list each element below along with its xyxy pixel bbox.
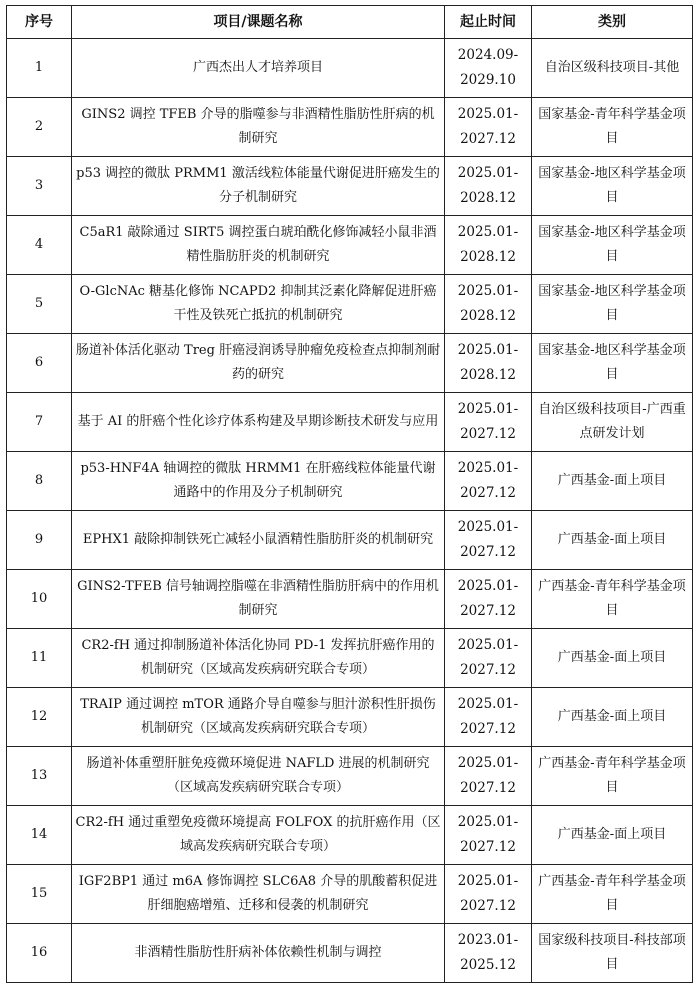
table-row [7,747,693,806]
period-start: 2024.09- [457,47,519,63]
period-end: 2027.12 [460,662,516,678]
project-period [445,806,532,865]
period-end: 2027.12 [460,485,516,501]
project-category: 广西基金-青年科学基金项目 [532,747,693,806]
table-row [7,806,693,865]
project-category: 广西基金-青年科学基金项目 [532,865,693,924]
period-start: 2025.01- [457,342,519,358]
header-row [7,6,693,39]
period-start: 2025.01- [457,755,519,771]
row-number: 9 [7,511,72,570]
project-category: 国家级科技项目-科技部项目 [532,924,693,983]
project-title: CR2-fH 通过重塑免疫微环境提高 FOLFOX 的抗肝癌作用（区域高发疾病研究联合专项） [72,806,445,865]
project-title: GINS2-TFEB 信号轴调控脂噬在非酒精性脂肪肝病中的作用机制研究 [72,570,445,629]
period-end: 2028.12 [460,367,516,383]
period-end: 2029.10 [460,72,516,88]
row-number: 11 [7,629,72,688]
row-number: 13 [7,747,72,806]
project-category: 国家基金-地区科学基金项目 [532,334,693,393]
header-period: 起止时间 [445,6,532,39]
project-title: 非酒精性脂肪性肝病补体依赖性机制与调控 [72,924,445,983]
period-end: 2027.12 [460,780,516,796]
table-row [7,216,693,275]
project-title: GINS2 调控 TFEB 介导的脂噬参与非酒精性脂肪性肝病的机制研究 [72,98,445,157]
table-row [7,688,693,747]
period-start: 2023.01- [457,932,519,948]
project-title: CR2-fH 通过抑制肠道补体活化协同 PD-1 发挥抗肝癌作用的机制研究（区域高发疾病研究联合专项） [72,629,445,688]
projects-table [6,5,693,983]
header-title: 项目/课题名称 [72,6,445,39]
row-number: 3 [7,157,72,216]
project-period [445,334,532,393]
period-start: 2025.01- [457,637,519,653]
project-category: 自治区级科技项目-其他 [532,39,693,98]
project-period [445,747,532,806]
project-period [445,157,532,216]
table-row [7,629,693,688]
project-category: 广西基金-青年科学基金项目 [532,570,693,629]
project-category: 广西基金-面上项目 [532,511,693,570]
table-row [7,452,693,511]
period-start: 2025.01- [457,578,519,594]
table-row [7,924,693,983]
header-no: 序号 [7,6,72,39]
project-title: IGF2BP1 通过 m6A 修饰调控 SLC6A8 介导的肌酸蓄积促进肝细胞癌增殖、迁移和侵袭的机制研究 [72,865,445,924]
period-end: 2028.12 [460,249,516,265]
period-end: 2027.12 [460,131,516,147]
row-number: 5 [7,275,72,334]
project-category: 广西基金-面上项目 [532,629,693,688]
period-end: 2027.12 [460,603,516,619]
row-number: 15 [7,865,72,924]
period-end: 2025.12 [460,957,516,973]
table-row [7,275,693,334]
row-number: 8 [7,452,72,511]
row-number: 14 [7,806,72,865]
period-start: 2025.01- [457,283,519,299]
row-number: 1 [7,39,72,98]
project-title: 广西杰出人才培养项目 [72,39,445,98]
period-end: 2027.12 [460,426,516,442]
period-start: 2025.01- [457,519,519,535]
project-category: 广西基金-面上项目 [532,452,693,511]
project-title: p53-HNF4A 轴调控的微肽 HRMM1 在肝癌线粒体能量代谢通路中的作用及分子机制研究 [72,452,445,511]
project-period [445,216,532,275]
header-category: 类别 [532,6,693,39]
project-period [445,275,532,334]
project-period [445,511,532,570]
project-title: p53 调控的微肽 PRMM1 激活线粒体能量代谢促进肝癌发生的分子机制研究 [72,157,445,216]
table-row [7,865,693,924]
project-title: C5aR1 敲除通过 SIRT5 调控蛋白琥珀酰化修饰减轻小鼠非酒精性脂肪肝炎的机制研究 [72,216,445,275]
row-number: 16 [7,924,72,983]
project-period [445,393,532,452]
table-body [7,39,693,983]
period-start: 2025.01- [457,460,519,476]
project-period [445,452,532,511]
period-start: 2025.01- [457,401,519,417]
table-row [7,393,693,452]
table-row [7,157,693,216]
period-end: 2027.12 [460,839,516,855]
project-category: 广西基金-面上项目 [532,806,693,865]
project-period [445,924,532,983]
table-row [7,39,693,98]
project-title: O-GlcNAc 糖基化修饰 NCAPD2 抑制其泛素化降解促进肝癌干性及铁死亡抵抗的机制研究 [72,275,445,334]
period-end: 2028.12 [460,190,516,206]
row-number: 6 [7,334,72,393]
project-title: 肠道补体重塑肝脏免疫微环境促进 NAFLD 进展的机制研究（区域高发疾病研究联合专项） [72,747,445,806]
project-category: 广西基金-面上项目 [532,688,693,747]
project-category: 国家基金-地区科学基金项目 [532,216,693,275]
period-start: 2025.01- [457,224,519,240]
period-end: 2027.12 [460,544,516,560]
period-start: 2025.01- [457,165,519,181]
row-number: 2 [7,98,72,157]
row-number: 12 [7,688,72,747]
project-title: TRAIP 通过调控 mTOR 通路介导自噬参与胆汁淤积性肝损伤机制研究（区域高发疾病研究联合专项） [72,688,445,747]
project-category: 国家基金-地区科学基金项目 [532,157,693,216]
table-row [7,98,693,157]
row-number: 10 [7,570,72,629]
period-end: 2027.12 [460,721,516,737]
table-row [7,570,693,629]
table-row [7,334,693,393]
project-period [445,629,532,688]
row-number: 4 [7,216,72,275]
project-period [445,688,532,747]
project-title: 基于 AI 的肝癌个性化诊疗体系构建及早期诊断技术研发与应用 [72,393,445,452]
period-start: 2025.01- [457,814,519,830]
project-period [445,570,532,629]
project-category: 国家基金-青年科学基金项目 [532,98,693,157]
project-title: 肠道补体活化驱动 Treg 肝癌浸润诱导肿瘤免疫检查点抑制剂耐药的研究 [72,334,445,393]
period-start: 2025.01- [457,873,519,889]
project-period [445,98,532,157]
project-category: 国家基金-地区科学基金项目 [532,275,693,334]
project-title: EPHX1 敲除抑制铁死亡减轻小鼠酒精性脂肪肝炎的机制研究 [72,511,445,570]
project-period [445,39,532,98]
period-start: 2025.01- [457,106,519,122]
table-row [7,511,693,570]
row-number: 7 [7,393,72,452]
project-category: 自治区级科技项目-广西重点研发计划 [532,393,693,452]
period-end: 2027.12 [460,898,516,914]
period-end: 2028.12 [460,308,516,324]
project-period [445,865,532,924]
period-start: 2025.01- [457,696,519,712]
